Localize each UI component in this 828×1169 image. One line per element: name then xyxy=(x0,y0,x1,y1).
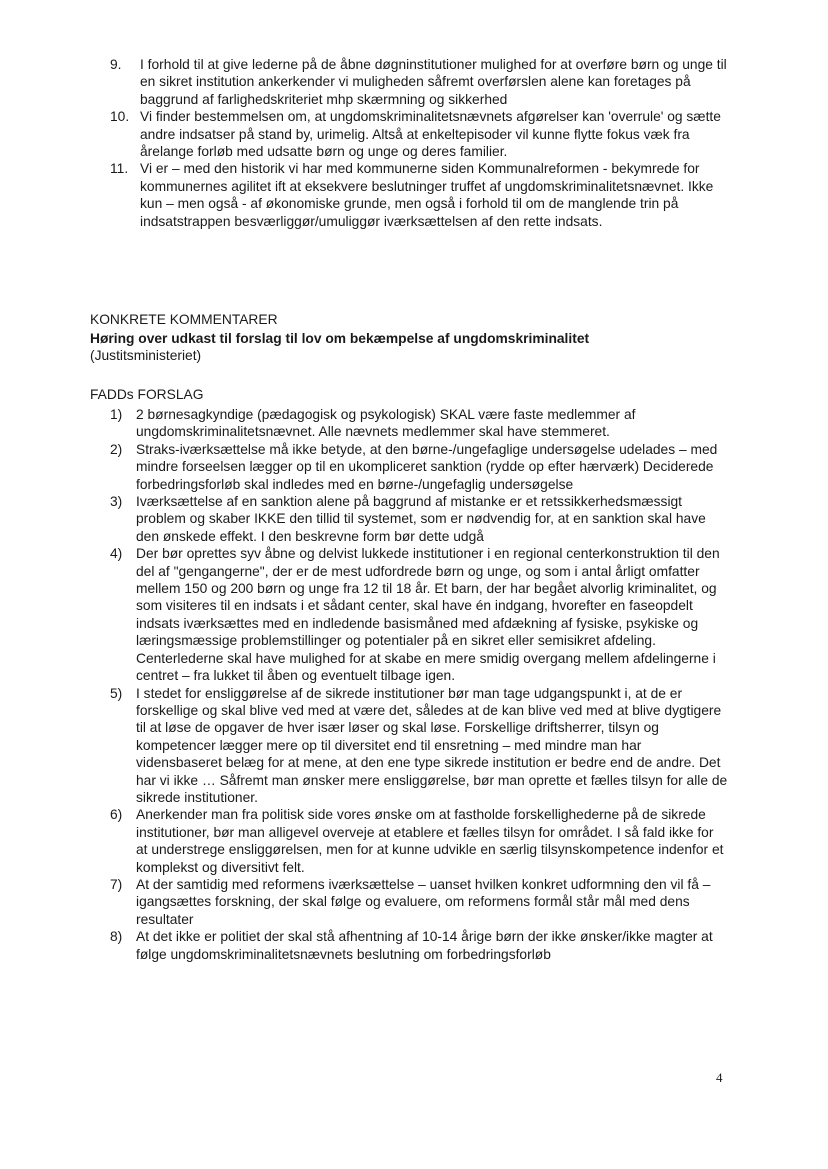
list-item xyxy=(110,108,730,160)
list-item xyxy=(110,160,730,230)
list-item-text: At det ikke er politiet der skal stå afhentning af 10-14 årige børn der ikke ønsker/ikke magter at følge ungdomskriminalitetsnævnets beslutning om forbedringsforløb xyxy=(136,929,713,962)
list-item-text: 2 børnesagkyndige (pædagogisk og psykologisk) SKAL være faste medlemmer af ungdomskriminalitetsnævnet. Alle nævnets medlemmer skal have stemmeret. xyxy=(136,407,636,440)
list-item-number: 11. xyxy=(110,161,129,177)
section-title: KONKRETE KOMMENTARER xyxy=(90,312,278,327)
ministry-name: (Justitsministeriet) xyxy=(90,348,202,363)
list-item xyxy=(110,406,728,441)
list-item-number: 6) xyxy=(110,807,123,823)
list-item-text: I forhold til at give lederne på de åbne døgninstitutioner mulighed for at overføre børn og unge til en sikret institution ankerkender vi muligheden såfremt overførslen alene kan foretages på baggrund af farlighedskriteriet mhp skærmning og sikkerhed xyxy=(140,57,727,107)
list-item-text: I stedet for ensliggørelse af de sikrede institutioner bør man tage udgangspunkt i, at de er forskellige og skal blive ved med at være det, således at de kan blive ved med at blive dygtigere til at løse de opgaver de hver især løser og skal løse. Forskellige driftsherrer, tilsyn og kompetencer lægger mere op til diversitet end til ensretning – med mindre man har vidensbaseret belæg for at mene, at den ene type sikrede institution er bedre end de andre. Det har vi ikke … Såfremt man ønsker mere ensliggørelse, bør man oprette et fælles tilsyn for alle de sikrede institutioner. xyxy=(136,685,728,805)
list-item-number: 2) xyxy=(110,441,123,457)
list-item-number: 5) xyxy=(110,685,123,701)
list-item xyxy=(110,685,728,807)
list-item-text: Iværksættelse af en sanktion alene på baggrund af mistanke er et retssikkerhedsmæssigt problem og skaber IKKE den tillid til systemet, som er nødvendig for, at en sanktion skal have den ønskede effekt. I den beskrevne form bør dette udgå xyxy=(136,494,706,544)
list-item-text: At der samtidig med reformens iværksættelse – uanset hvilken konkret udformning den vil få – igangsættes forskning, der skal følge og evaluere, om reformens formål står mål med dens resultater xyxy=(136,876,711,927)
list-item xyxy=(110,806,728,876)
list-item-number: 10. xyxy=(110,109,130,125)
list-item-text: Anerkender man fra politisk side vores ønske om at fastholde forskellighederne på de sikrede institutioner, bør man alligevel overveje at etablere et fælles tilsyn for området. I så fald ikke for at understrege ensliggørelsen, men for at kunne udvikle en særlig tilsynskompetence indenfor et komplekst og diversitivt felt. xyxy=(136,807,724,875)
list-item-text: Vi finder bestemmelsen om, at ungdomskriminalitetsnævnets afgørelser kan 'overrule' og sætte andre indsatser på stand by, urimelig. Altså at enkeltepisoder vil kunne flytte fokus væk fra årelange forløb med udsatte børn og unge og deres familier. xyxy=(140,109,721,160)
proposals-list xyxy=(110,406,728,963)
list-item xyxy=(110,56,730,108)
list-item-text: Vi er – med den historik vi har med kommunerne siden Kommunalreformen - bekymrede for kommunernes agilitet ift at eksekvere beslutninger truffet af ungdomskriminalitetsnævnet. Ikke kun – men også - af økonomiske grunde, men også i forhold til om de manglende trin på indsatstrappen besværliggør/umuliggør iværksættelsen af den rette indsats. xyxy=(140,161,714,229)
list-item-number: 7) xyxy=(110,876,123,892)
list-item-text: Straks-iværksættelse må ikke betyde, at den børne-/ungefaglige undersøgelse udelades – med mindre forseelsen lægger op til en ukompliceret sanktion (rydde op efter hærværk) Deciderede forbedringsforløb skal indledes med en børne-/ungefaglig undersøgelse xyxy=(136,441,718,492)
numbered-list-continued xyxy=(110,56,730,230)
page-number: 4 xyxy=(716,1070,723,1085)
list-item-number: 4) xyxy=(110,546,123,562)
list-item xyxy=(110,928,728,963)
list-item xyxy=(110,441,728,493)
list-item xyxy=(110,493,728,545)
list-item-number: 3) xyxy=(110,494,123,510)
list-item xyxy=(110,876,728,928)
hearing-title: Høring over udkast til forslag til lov om bekæmpelse af ungdomskriminalitet xyxy=(90,331,590,346)
list-item-text: Der bør oprettes syv åbne og delvist lukkede institutioner i en regional centerkonstruktion til den del af "gengangerne", der er de mest udfordrede børn og unge, og som i antal årligt omfatter mellem 150 og 200 børn og unge fra 12 til 18 år. Et barn, der har begået alvorlig kriminalitet, og som visiteres til en indsats i et sådant center, skal have én indgang, hvorefter en faseopdelt indsats iværksættes med en indledende basismåned med afdækning af fysiske, psykiske og læringsmæssige problemstillinger og potentialer på en sikret eller semisikret afdeling. Centerlederne skal have mulighed for at skabe en mere smidig overgang mellem afdelingerne i centret – fra lukket til åben og eventuelt tilbage igen. xyxy=(136,546,720,684)
proposals-heading: FADDs FORSLAG xyxy=(90,387,204,402)
list-item xyxy=(110,545,728,684)
list-item-number: 8) xyxy=(110,929,123,945)
list-item-number: 9. xyxy=(110,57,122,72)
list-item-number: 1) xyxy=(110,407,123,422)
